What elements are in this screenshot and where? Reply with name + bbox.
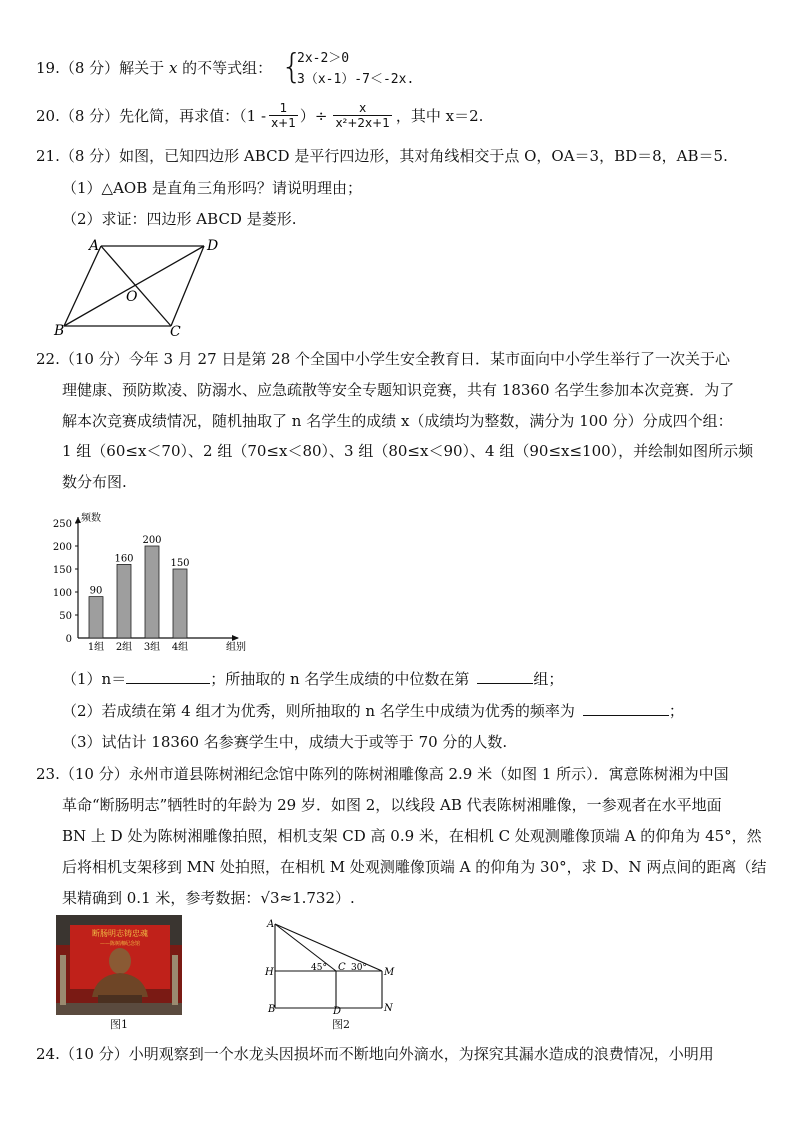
question-24-line-1: 24.（10 分）小明观察到一个水龙头因损坏而不断地向外滴水，为探究其漏水造成的浪费情况，小明用 (36, 1045, 714, 1063)
category-label: 2组 (115, 642, 133, 653)
question-23-line-1: 23.（10 分）永州市道县陈树湘纪念馆中陈列的陈树湘雕像高 2.9 米（如图 1 所示）．寓意陈树湘为中国 (36, 765, 729, 783)
label-b2: B (268, 1004, 276, 1015)
answer-blank-median-group[interactable] (477, 669, 533, 684)
question-20 (36, 101, 483, 130)
question-23-line-3: BN 上 D 处为陈树湘雕像拍照，相机支架 CD 高 0.9 米，在相机 C 处观测雕像顶端 A 的仰角为 45°，然 (62, 827, 762, 845)
banner-text: 断肠明志铸忠魂 (92, 929, 148, 938)
question-22-line-1: 22.（10 分）今年 3 月 27 日是第 28 个全国中小学生安全教育日．某市面向中小学生举行了一次关于心 (36, 350, 731, 368)
inequality-line-2: 3（x-1）-7＜-2x. (297, 72, 415, 87)
answer-blank-frequency[interactable] (583, 701, 669, 716)
figure-1-caption: 图1 (110, 1018, 128, 1031)
bar-value-label: 90 (89, 585, 103, 597)
pillar-left (60, 955, 66, 1005)
question-22-line-3: 解本次竞赛成绩情况，随机抽取了 n 名学生的成绩 x（成绩均为整数，满分为 100 分）分成四个组： (62, 412, 733, 430)
category-label: 4组 (171, 642, 189, 653)
label-a: A (89, 238, 100, 254)
label-d: D (207, 238, 219, 254)
question-23-line-2: 革命“断肠明志”牺牲时的年龄为 29 岁．如图 2，以线段 AB 代表陈树湘雕像，一参观者在水平地面 (62, 796, 722, 814)
question-20-head: 20.（8 分）先化简，再求值：（1 - (36, 107, 267, 125)
question-22-part-2: （2）若成绩在第 4 组才为优秀，则所抽取的 n 名学生中成绩为优秀的频率为 ； (62, 702, 684, 720)
fraction-2 (333, 101, 391, 130)
fraction-2-numerator: x (333, 101, 391, 116)
question-22-line-5: 数分布图. (62, 473, 127, 491)
floor (56, 1003, 182, 1015)
y-tick-label: 150 (52, 565, 72, 576)
bar-3 (145, 546, 159, 638)
x-axis-arrow (232, 635, 239, 641)
fraction-2-denominator: x²+2x+1 (335, 116, 390, 130)
angle-45-label: 45° (311, 963, 327, 973)
question-19-stem: 19.（8 分）解关于 x 的不等式组： (36, 59, 273, 77)
label-a2: A (267, 919, 275, 930)
angle-of-elevation-figure (262, 914, 402, 1018)
label-o: O (126, 289, 138, 305)
label-c: C (170, 324, 181, 338)
y-axis-label: 频数 (81, 513, 101, 524)
category-label: 1组 (87, 642, 105, 653)
bar-4 (173, 569, 187, 638)
bar-1 (89, 597, 103, 638)
question-23-line-5: 果精确到 0.1 米，参考数据：√3≈1.732）. (62, 889, 355, 907)
fraction-1-numerator: 1 (269, 101, 298, 116)
inequality-line-1: 2x-2＞0 (297, 51, 350, 66)
label-b: B (54, 323, 65, 338)
question-22-part-3: （3）试估计 18360 名参赛学生中，成绩大于或等于 70 分的人数. (62, 733, 508, 751)
y-tick-label: 250 (52, 519, 72, 530)
question-21-part-1: （1）△AOB 是直角三角形吗？请说明理由； (62, 179, 363, 197)
statue-head (109, 948, 131, 974)
diagonal-bd (64, 246, 204, 326)
label-h: H (265, 967, 274, 978)
bar-value-label: 150 (170, 558, 190, 569)
fraction-1-denominator: x+1 (271, 116, 296, 130)
inequality-system (297, 49, 414, 90)
x-axis-label: 组别 (226, 642, 246, 653)
label-m: M (384, 967, 395, 978)
pillar-right (172, 955, 178, 1005)
category-label: 3组 (143, 642, 161, 653)
question-22-line-4: 1 组（60≤x＜70）、2 组（70≤x＜80）、3 组（80≤x＜90）、4 组（90≤x≤100），并绘制如图所示频 (62, 442, 754, 460)
question-22-line-2: 理健康、预防欺凌、防溺水、应急疏散等安全专题知识竞赛，共有 18360 名学生参加本次竞赛．为了 (62, 381, 735, 399)
question-21-part-2: （2）求证：四边形 ABCD 是菱形. (62, 210, 297, 228)
banner-subtext: ——陈树湘纪念馆 (99, 941, 141, 947)
y-tick-label: 100 (52, 588, 72, 599)
question-21-stem: 21.（8 分）如图，已知四边形 ABCD 是平行四边形，其对角线相交于点 O，OA＝3，BD＝8，AB＝5. (36, 147, 728, 165)
question-22-part-1: （1）n＝ ；所抽取的 n 名学生成绩的中位数在第 组； (62, 670, 564, 688)
y-tick-label: 50 (59, 611, 72, 622)
y-tick-label: 0 (65, 634, 72, 645)
bar-value-label: 160 (114, 553, 134, 565)
fraction-1 (269, 101, 298, 130)
y-tick-label: 200 (52, 542, 72, 553)
question-20-tail: ，其中 x＝2. (395, 107, 484, 125)
question-23-line-4: 后将相机支架移到 MN 处拍照，在相机 M 处观测雕像顶端 A 的仰角为 30°，求 D、N 两点间的距离（结 (62, 858, 767, 876)
bar-2 (117, 564, 131, 638)
diagonal-ac (101, 246, 171, 326)
question-20-mid: ）÷ (299, 107, 328, 125)
label-n: N (384, 1003, 393, 1014)
answer-blank-n[interactable] (126, 669, 210, 684)
label-d2: D (333, 1006, 342, 1017)
brace-symbol: { (281, 47, 303, 87)
figure-2-caption: 图2 (332, 1018, 350, 1031)
bar-value-label: 200 (142, 535, 162, 546)
frequency-bar-chart (52, 505, 252, 653)
statue-photo (56, 915, 182, 1015)
side-ba (64, 246, 101, 326)
side-dc (171, 246, 204, 326)
label-c2: C (338, 962, 346, 973)
parallelogram-figure (52, 236, 222, 338)
angle-30-label: 30° (351, 963, 367, 973)
